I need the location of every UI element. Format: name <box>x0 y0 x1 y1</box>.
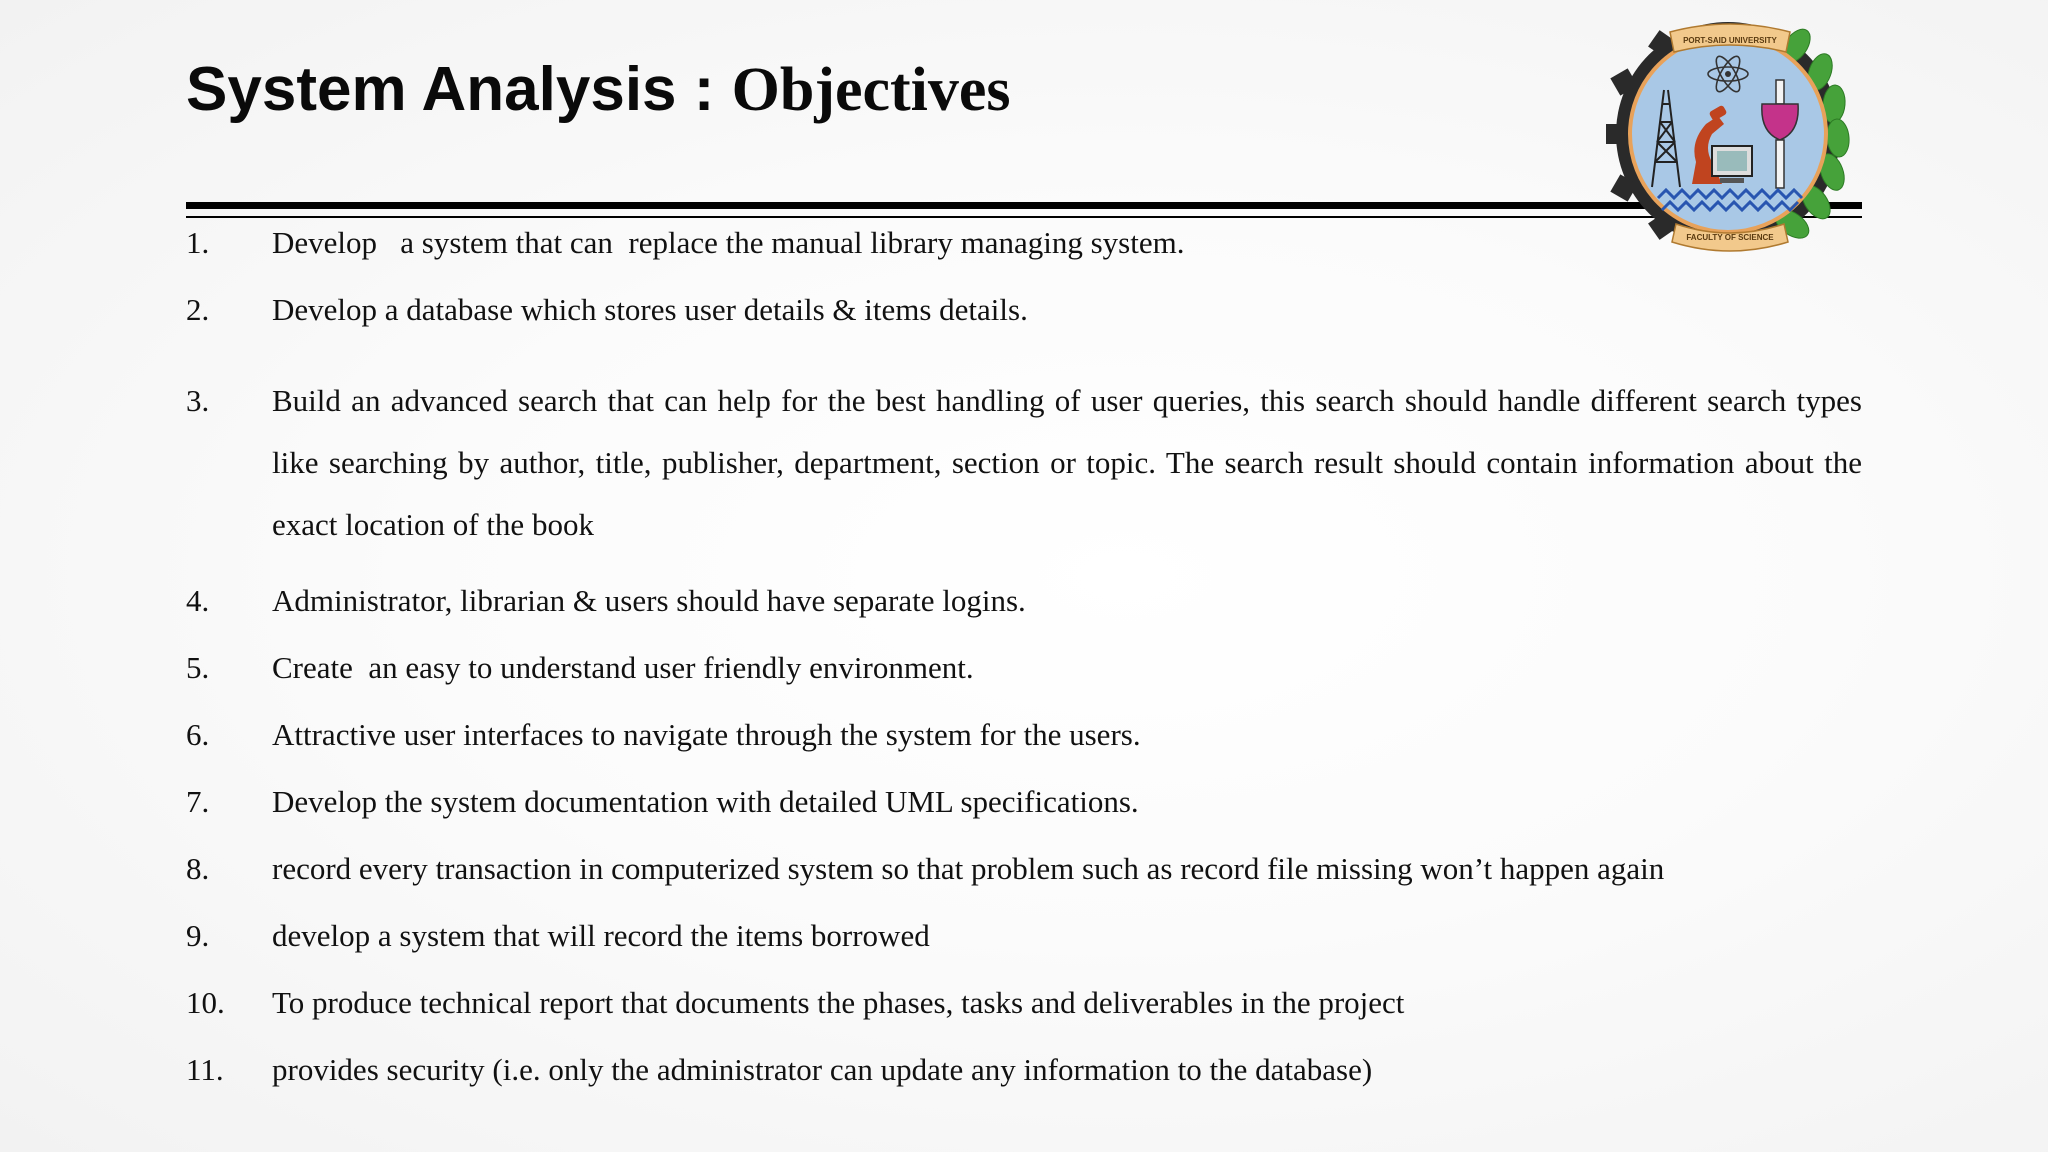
title-part-objectives: Objectives <box>731 56 1011 124</box>
objective-text: Develop a database which stores user details & items details. <box>272 292 1028 327</box>
objective-text: Develop a system that can replace the manual library managing system. <box>272 225 1185 260</box>
objective-item-9 <box>186 914 1862 958</box>
objective-number: 5. <box>186 650 210 685</box>
logo-top-text: PORT-SAID UNIVERSITY <box>1683 36 1777 45</box>
objective-item-3 <box>186 379 1862 556</box>
objective-number: 6. <box>186 717 210 752</box>
objective-item-10 <box>186 981 1862 1025</box>
objective-number: 11. <box>186 1052 224 1087</box>
objective-text: record every transaction in computerized system so that problem such as record file missing won’t happen again <box>272 851 1665 886</box>
objective-item-8 <box>186 847 1862 891</box>
objective-number: 4. <box>186 583 210 618</box>
objective-number: 2. <box>186 292 210 327</box>
objective-number: 10. <box>186 985 225 1020</box>
title-part-system-analysis: System Analysis : <box>186 55 732 124</box>
objective-item-2 <box>186 288 1862 332</box>
objective-number: 8. <box>186 851 210 886</box>
objective-text: Build an advanced search that can help for the best handling of user queries, this search should handle different search types like searching by author, title, publisher, department, section or topic. The search result should contain information about the exact location of the book <box>272 383 1862 542</box>
objective-item-5 <box>186 646 1862 690</box>
logo-bottom-text: FACULTY OF SCIENCE <box>1686 233 1774 242</box>
objective-item-6 <box>186 713 1862 757</box>
objective-text: provides security (i.e. only the administrator can update any information to the database) <box>272 1052 1373 1087</box>
slide-title <box>186 52 1011 137</box>
objective-text: Develop the system documentation with detailed UML specifications. <box>272 784 1139 819</box>
objective-number: 7. <box>186 784 210 819</box>
objective-text: Attractive user interfaces to navigate through the system for the users. <box>272 717 1141 752</box>
objective-item-1 <box>186 221 1862 265</box>
objective-text: Create an easy to understand user friendly environment. <box>272 650 974 685</box>
objective-number: 3. <box>186 383 210 418</box>
objective-item-7 <box>186 780 1862 824</box>
objective-number: 9. <box>186 918 210 953</box>
objective-item-4 <box>186 579 1862 623</box>
objective-number: 1. <box>186 225 210 260</box>
objective-text: Administrator, librarian & users should have separate logins. <box>272 583 1026 618</box>
objective-item-11 <box>186 1048 1862 1092</box>
objective-text: develop a system that will record the items borrowed <box>272 918 930 953</box>
university-logo <box>1600 12 1860 254</box>
objective-text: To produce technical report that documents the phases, tasks and deliverables in the project <box>272 985 1405 1020</box>
